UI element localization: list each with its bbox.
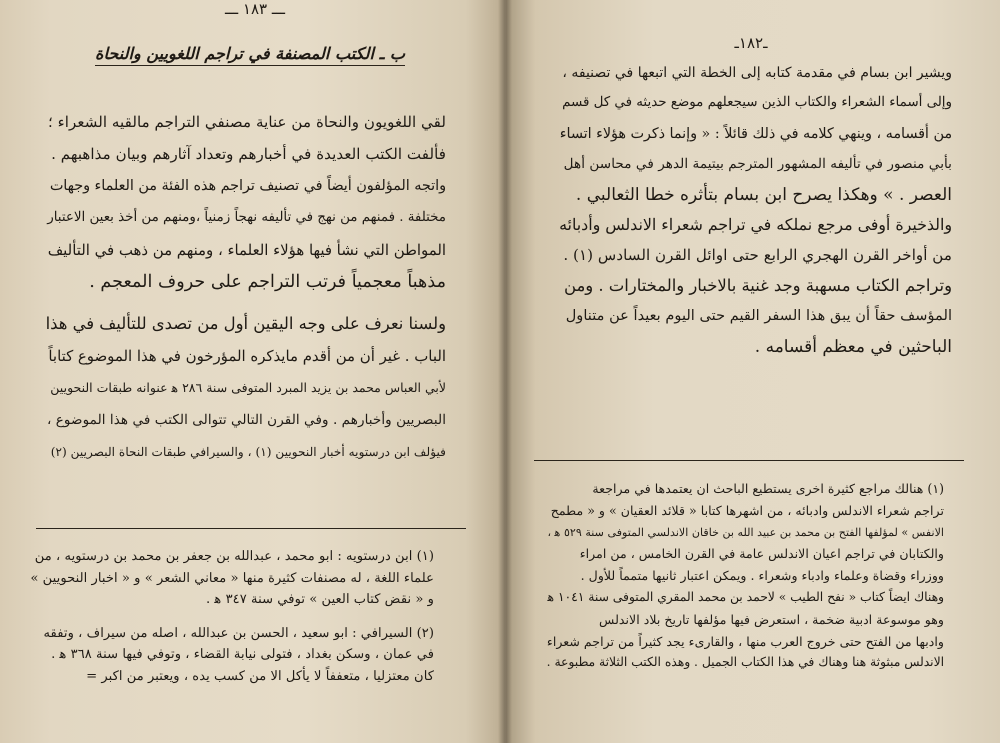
footnote-line: وهو موسوعة ادبية ضخمة ، استعرض فيها مؤلفها تاريخ بلاد الاندلس [599,611,944,627]
footnote-line: (١) ابن درستويه : ابو محمد ، عبدالله بن جعفر بن محمد بن درستويه ، من [34,549,434,564]
text-line: لقي اللغويون والنحاة من عناية مصنفي التراجم مالقيه الشعراء ؛ [47,113,446,131]
text-line: فألفت الكتب العديدة في أخبارهم وتعداد آثارهم وبيان مذاهبهم . [51,145,446,163]
text-line: فيؤلف ابن درستويه أخبار النحويين (١) ، والسيرافي طبقات النحاة البصريين (٢) [50,445,446,459]
footnote-line: الاندلس مبثوثة هنا وهناك في هذا الكتاب الجميل . وهذه الكتب الثلاثة مطبوعة . [546,655,944,670]
footnote-line: والكتابان في تراجم اعيان الاندلس عامة في القرن الخامس ، من امراء [579,546,944,562]
text-line: الباحثين في معظم أقسامه . [754,336,952,357]
page-number: ـــ ١٨٣ ـــ [224,0,286,18]
right-page [506,0,1000,743]
text-line: وإلى أسماء الشعراء والكتاب الذين سيجعلهم موضع حديثه في كل قسم [562,95,952,111]
text-line: المؤسف حقاً أن يبق هذا السفر القيم حتى اليوم بعيداً عن متناول [565,307,952,325]
footnote-divider [534,460,964,461]
footnote-line: كان معتزليا ، متعففاً لا يأكل الا من كسب يده ، ويعتبر من اكبر = [86,668,434,684]
footnote-line: وادبها من الفتح حتى خروج العرب منها ، والقارىء يجد كثيراً من تراجم شعراء [546,633,944,649]
book-gutter [498,0,512,743]
footnote-line: (٢) السيرافي : ابو سعيد ، الحسن بن عبدالله ، اصله من سيراف ، وتفقه [43,625,434,641]
text-line: الباب . غير أن من أقدم مايذكره المؤرخون في هذا الموضوع كتاباً [48,347,446,365]
footnote-line: الانفس » لمؤلفها الفتح بن محمد بن عبيد الله بن خاقان الاندلسي المتوفى سنة ٥٢٩ ﻫ ، [547,525,944,539]
text-line: وتراجم الكتاب مسهبة وجد غنية بالاخبار والمختارات . ومن [564,275,952,295]
footnotes [544,478,944,674]
footnote-line: علماء اللغة ، له مصنفات كثيرة منها « معاني الشعر » و « اخبار النحويين » [30,570,434,586]
text-line: لأبي العباس محمد بن يزيد المبرد المتوفى سنة ٢٨٦ ﻫ عنوانه طبقات النحويين [50,380,446,395]
section-heading: ب ـ الكتب المصنفة في تراجم اللغويين والنحاة [95,44,405,66]
text-line: واتجه المؤلفون أيضاً في تصنيف تراجم هذه الفئة من العلماء وجهات [49,178,446,194]
text-line: بأبي منصور في تأليفه المشهور المترجم بيتيمة الدهر في محاسن أهل [563,156,952,173]
footnote-divider [36,528,466,529]
text-line: ويشير ابن بسام في مقدمة كتابه إلى الخطة التي اتبعها في تصنيفه ، [562,65,952,81]
footnote-gap [24,611,434,623]
footnotes [24,546,434,687]
text-line: من أقسامه ، وينهي كلامه في ذلك قائلاً : « وإنما ذكرت هؤلاء اتساء [559,125,952,142]
text-line: البصريين وأخبارهم . وفي القرن التالي تتوالى الكتب في هذا الموضوع ، [46,412,446,428]
footnote-line: (١) هنالك مراجع كثيرة اخرى يستطيع الباحث ان يعتمدها في مراجعة [592,481,944,496]
footnote-line: ووزراء وقضاة وعلماء وادباء وشعراء . ويمكن اعتبار ثانيها متمماً للأول . [580,568,944,584]
footnote-line: تراجم شعراء الاندلس وادبائه ، من اشهرها كتابا « قلائد العقيان » و « مطمح [550,502,944,518]
text-line: مذهباً معجمياً فرتب التراجم على حروف المعجم . [89,272,446,292]
paragraph-gap [46,298,446,308]
text-line: المواطن التي نشأ فيها هؤلاء العلماء ، ومنهم من ذهب في التأليف [47,241,446,259]
footnote-line: و « نقض كتاب العين » توفي سنة ٣٤٧ ﻫ . [206,592,434,607]
text-line: ولسنا نعرف على وجه اليقين أول من تصدى للتأليف في هذا [45,314,446,333]
footnote-line: وهناك ايضاً كتاب « نفح الطيب » لاحمد بن محمد المقري المتوفى سنة ١٠٤١ ﻫ [547,589,944,604]
text-line: العصر . » وهكذا يصرح ابن بسام بتأثره خطا الثعالبي . [575,184,952,205]
footnote-line: في عمان ، وسكن بغداد ، فتولى نيابة القضاء ، وتوفي فيها سنة ٣٦٨ ﻫ . [51,647,434,662]
text-line: مختلفة . فمنهم من نهج في تأليفه نهجاً زمنياً ،ومنهم من أخذ بعين الاعتبار [47,210,446,225]
page-number: ـ١٨٢ـ [734,34,768,52]
body-text [560,58,952,362]
body-text [46,106,446,468]
text-line: والذخيرة أوفى مرجع نملكه في تراجم شعراء الاندلس وأدبائه [559,214,952,234]
text-line: من أواخر القرن الهجري الرابع حتى اوائل القرن السادس (١) . [563,246,952,265]
